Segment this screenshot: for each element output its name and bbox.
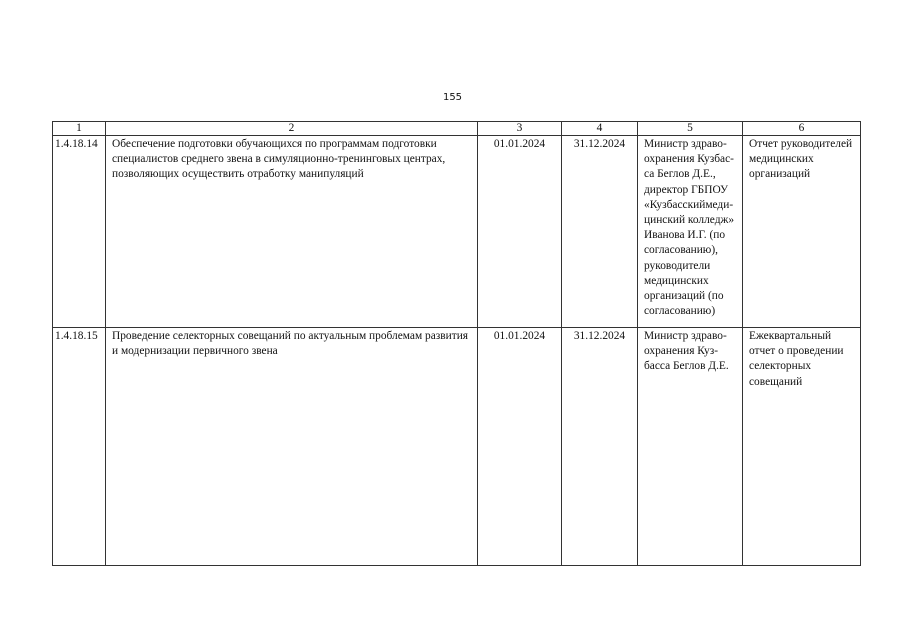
item-number: 1.4.18.15 — [53, 328, 106, 566]
table-row — [53, 328, 861, 566]
column-header-6: 6 — [743, 122, 861, 136]
column-header-5: 5 — [638, 122, 743, 136]
action-plan-table — [52, 121, 861, 566]
table-row — [53, 136, 861, 328]
expected-result: Отчет руководителей медицинских организаций — [743, 136, 861, 328]
column-header-4: 4 — [562, 122, 638, 136]
end-date: 31.12.2024 — [562, 328, 638, 566]
column-header-3: 3 — [478, 122, 562, 136]
item-number: 1.4.18.14 — [53, 136, 106, 328]
action-description: Обеспечение подготовки обучающихся по программам подготовки специалистов среднего звена в симуляционно-тренинговых центрах, позволяющих осуществить отработку манипуляций — [106, 136, 478, 328]
start-date: 01.01.2024 — [478, 136, 562, 328]
expected-result: Ежеквартальный отчет о проведении селекторных совещаний — [743, 328, 861, 566]
responsible-persons: Министр здраво-охранения Кузбас-са Беглов Д.Е., директор ГБПОУ «Кузбасскиймеди-цинский колледж» Иванова И.Г. (по согласованию), руководители медицинских организаций (по согласованию) — [638, 136, 743, 328]
start-date: 01.01.2024 — [478, 328, 562, 566]
table-header-row — [53, 122, 861, 136]
responsible-persons: Министр здраво-охранения Куз-басса Беглов Д.Е. — [638, 328, 743, 566]
action-description: Проведение селекторных совещаний по актуальным проблемам развития и модернизации первичного звена — [106, 328, 478, 566]
page-number: 155 — [442, 92, 463, 103]
column-header-2: 2 — [106, 122, 478, 136]
column-header-1: 1 — [53, 122, 106, 136]
end-date: 31.12.2024 — [562, 136, 638, 328]
